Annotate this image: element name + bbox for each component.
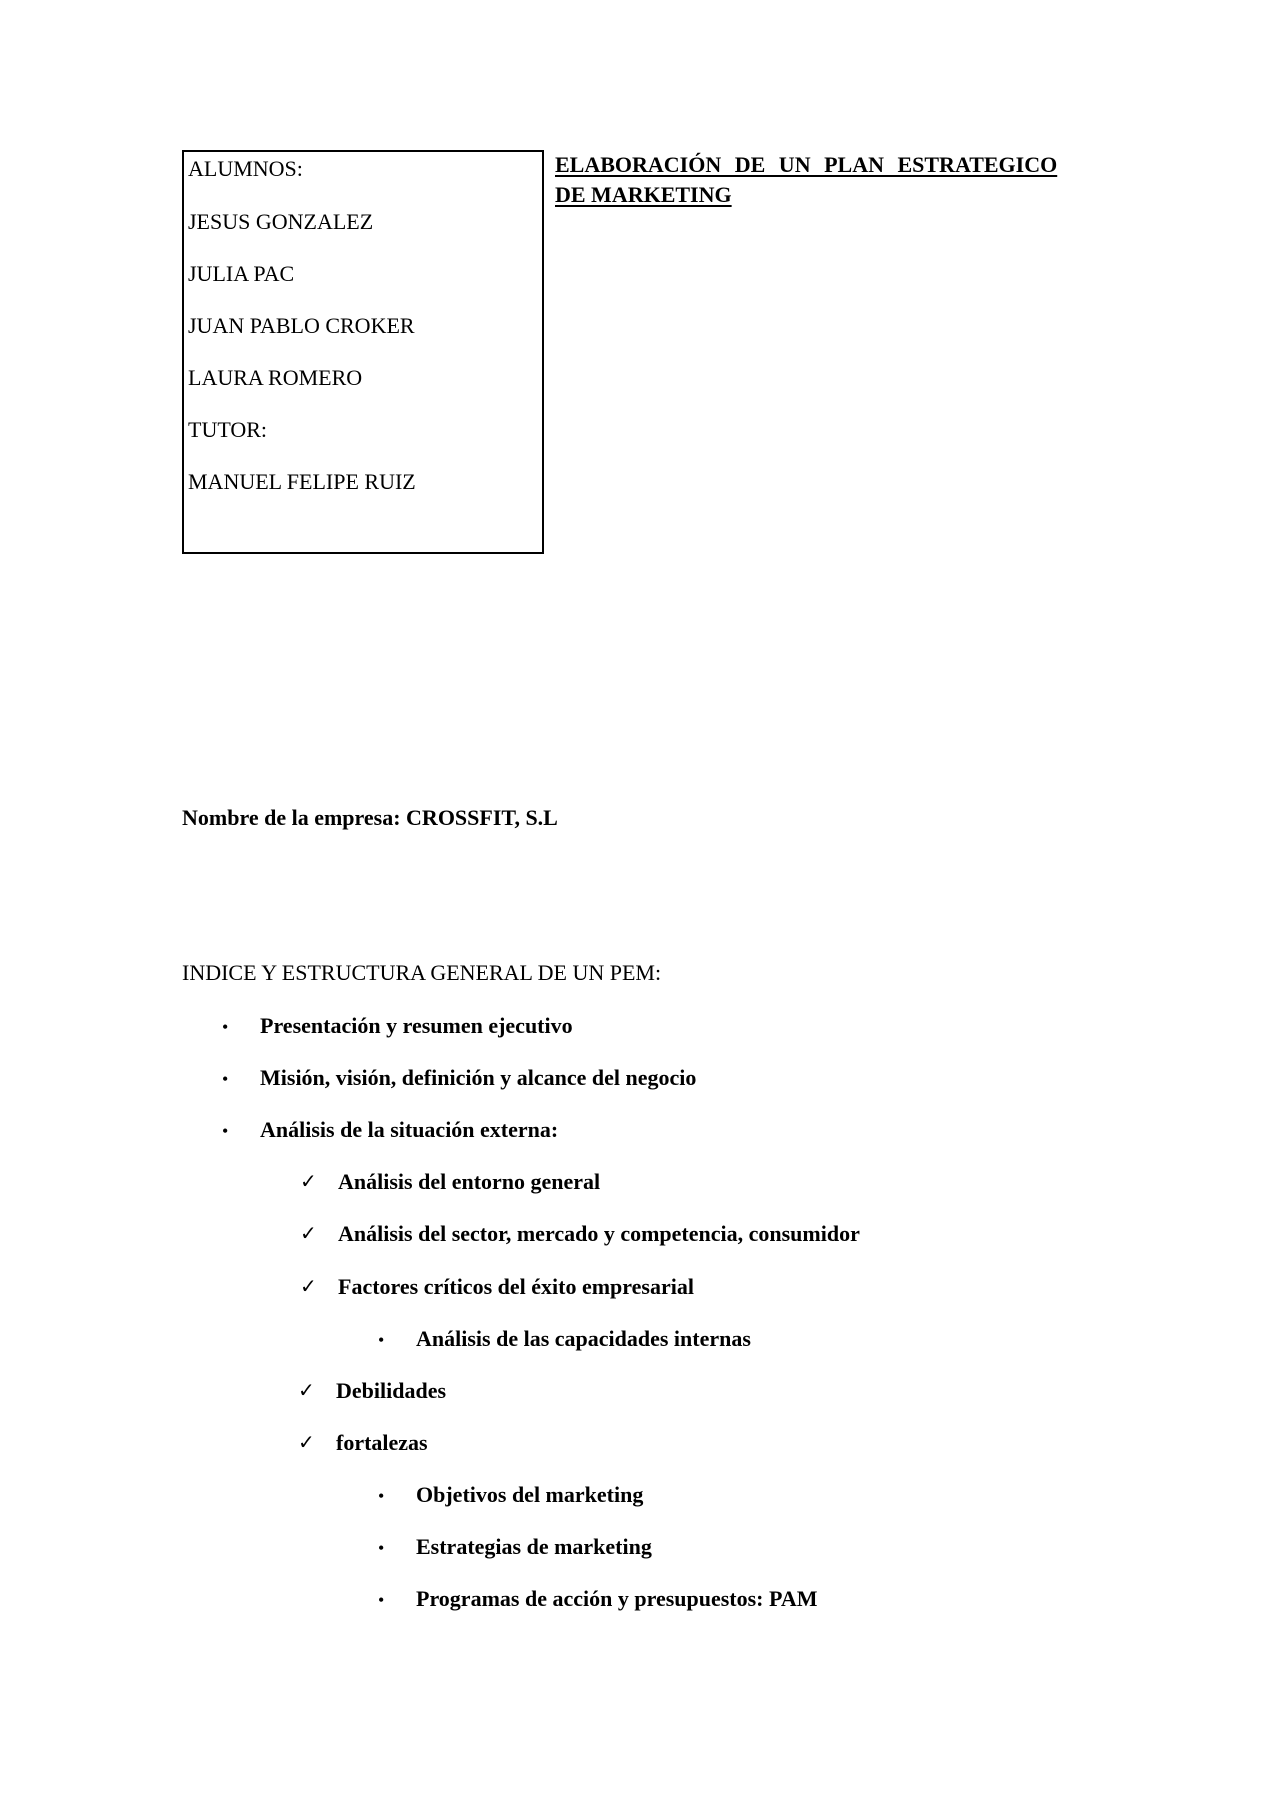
tutor-name: MANUEL FELIPE RUIZ xyxy=(188,469,416,494)
student-name: JULIA PAC xyxy=(188,261,295,286)
students-label: ALUMNOS: xyxy=(188,156,303,181)
check-icon: ✓ xyxy=(300,1274,317,1298)
title-line-2: DE MARKETING xyxy=(555,182,732,207)
student-name: LAURA ROMERO xyxy=(188,365,363,390)
list-item-text: Estrategias de marketing xyxy=(416,1534,652,1559)
check-icon: ✓ xyxy=(298,1430,315,1454)
students-tutor-box xyxy=(182,150,544,554)
bullet-icon: • xyxy=(378,1538,385,1558)
list-item-text: Análisis de la situación externa: xyxy=(260,1117,559,1142)
list-item-text: Factores críticos del éxito empresarial xyxy=(338,1274,694,1299)
list-item-text: fortalezas xyxy=(336,1430,428,1455)
check-icon: ✓ xyxy=(300,1169,317,1193)
student-name: JESUS GONZALEZ xyxy=(188,209,374,234)
bullet-icon: • xyxy=(378,1330,385,1350)
bullet-icon: • xyxy=(378,1590,385,1610)
company-name: Nombre de la empresa: CROSSFIT, S.L xyxy=(182,805,558,830)
list-item-text: Análisis del sector, mercado y competencia, consumidor xyxy=(338,1221,860,1246)
student-name: JUAN PABLO CROKER xyxy=(188,313,415,338)
list-item-text: Programas de acción y presupuestos: PAM xyxy=(416,1586,818,1611)
check-icon: ✓ xyxy=(300,1221,317,1245)
document-title xyxy=(555,150,1110,210)
bullet-icon: • xyxy=(222,1017,229,1037)
list-item-text: Presentación y resumen ejecutivo xyxy=(260,1013,573,1038)
bullet-icon: • xyxy=(222,1121,229,1141)
bullet-icon: • xyxy=(222,1069,229,1089)
list-item-text: Misión, visión, definición y alcance del negocio xyxy=(260,1065,697,1090)
index-heading: INDICE Y ESTRUCTURA GENERAL DE UN PEM: xyxy=(182,960,662,985)
list-item-text: Análisis del entorno general xyxy=(338,1169,601,1194)
title-line-1: ELABORACIÓN DE UN PLAN ESTRATEGICO xyxy=(555,152,1058,177)
tutor-label: TUTOR: xyxy=(188,417,268,442)
bullet-icon: • xyxy=(378,1486,385,1506)
check-icon: ✓ xyxy=(298,1378,315,1402)
list-item-text: Objetivos del marketing xyxy=(416,1482,644,1507)
list-item-text: Debilidades xyxy=(336,1378,447,1403)
list-item-text: Análisis de las capacidades internas xyxy=(416,1326,751,1351)
